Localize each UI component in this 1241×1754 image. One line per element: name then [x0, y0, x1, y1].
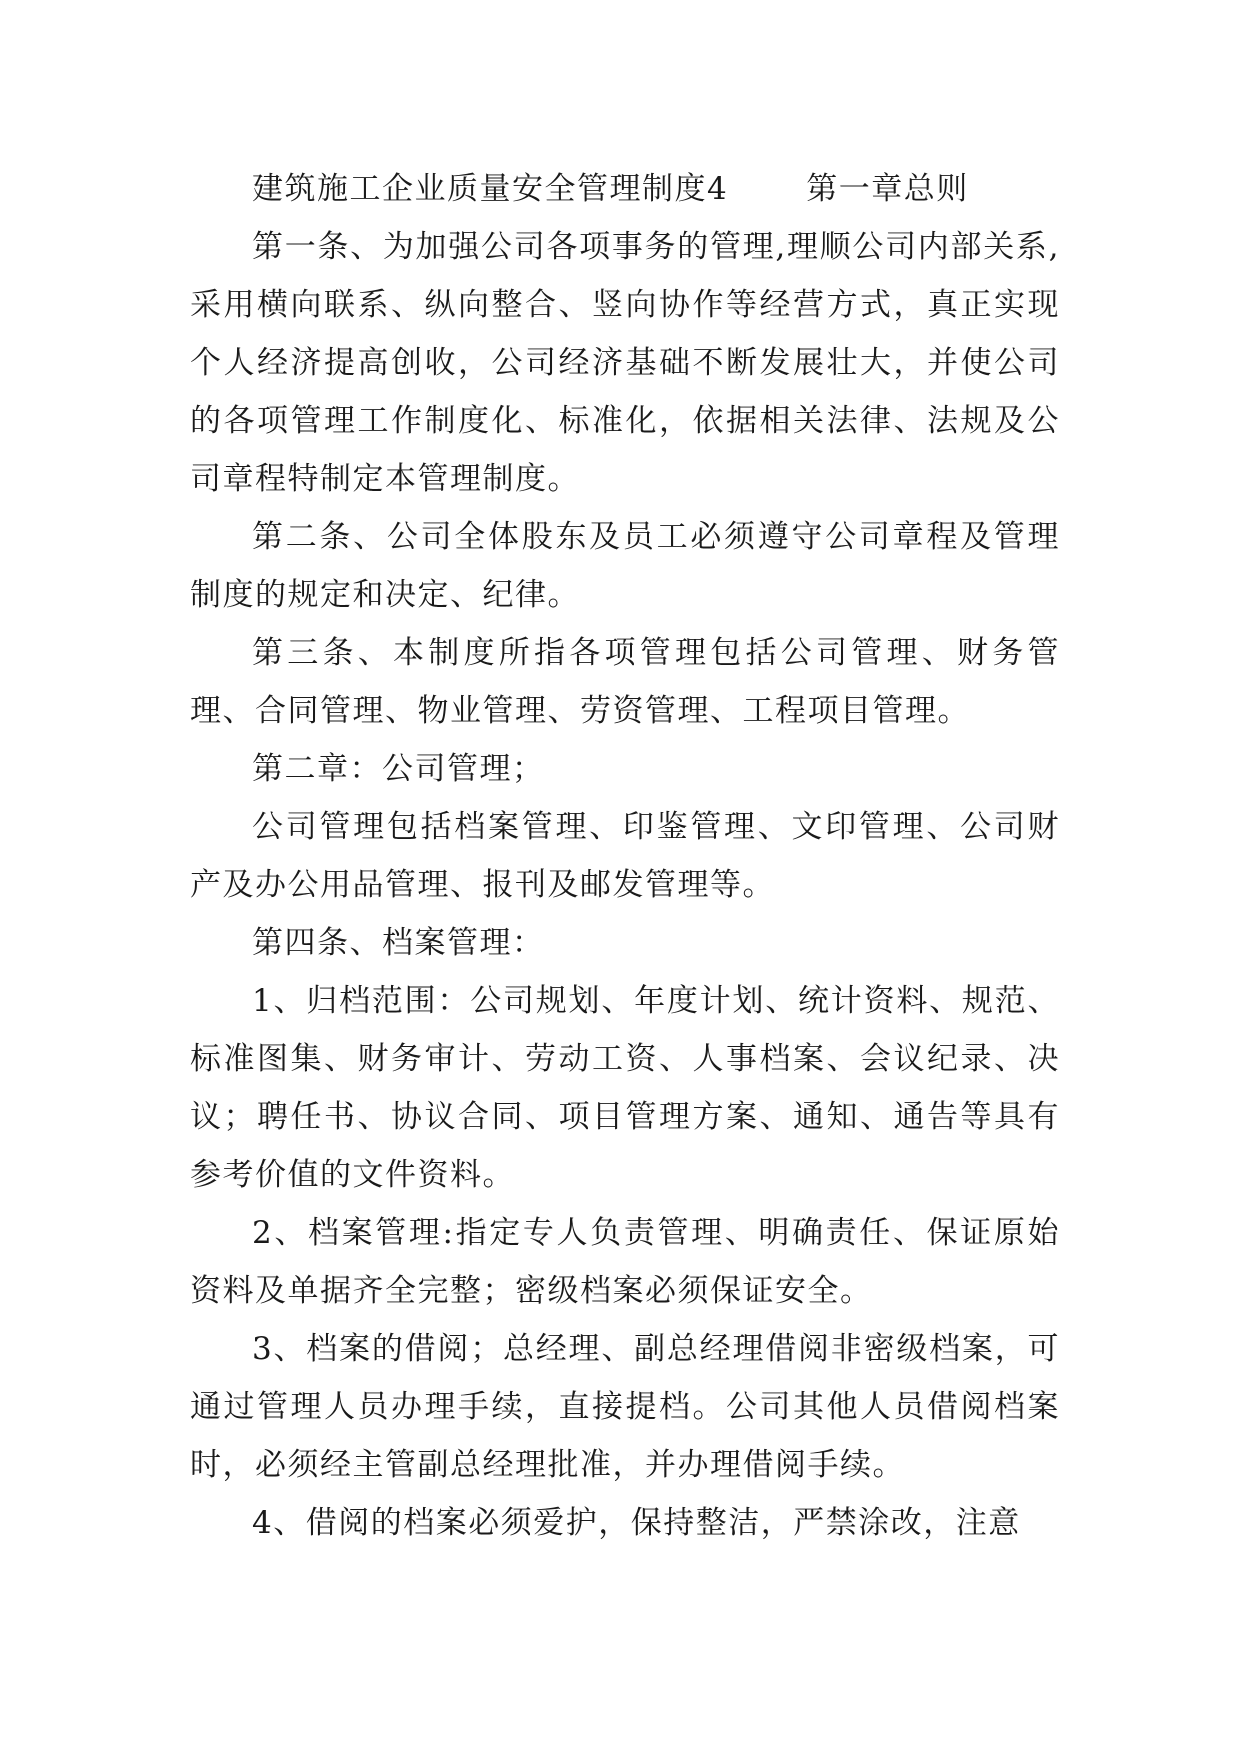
article-4-item-4: 4、借阅的档案必须爱护，保持整洁，严禁涂改，注意 [252, 1505, 1021, 1541]
article-1-paragraph: 第一条、为加强公司各项事务的管理,理顺公司内部关系,采用横向联系、纵向整合、竖向协作等经营方式，真正实现个人经济提高创收，公司经济基础不断发展壮大，并使公司的各项管理工作制度化、标准化，依据相关法律、法规及公司章程特制定本管理制度。 [190, 229, 1060, 497]
article-4-item-2: 2、档案管理:指定专人负责管理、明确责任、保证原始资料及单据齐全完整；密级档案必须保证安全。 [190, 1215, 1060, 1309]
document-title-line [190, 160, 1060, 218]
article-4-item-3: 3、档案的借阅；总经理、副总经理借阅非密级档案，可通过管理人员办理手续，直接提档。公司其他人员借阅档案时，必须经主管副总经理批准，并办理借阅手续。 [190, 1331, 1060, 1483]
article-2-paragraph: 第二条、公司全体股东及员工必须遵守公司章程及管理制度的规定和决定、纪律。 [190, 519, 1060, 613]
chapter-2-heading: 第二章：公司管理； [252, 751, 545, 787]
article-4-item-1: 1、归档范围：公司规划、年度计划、统计资料、规范、标准图集、财务审计、劳动工资、人事档案、会议纪录、决议；聘任书、协议合同、项目管理方案、通知、通告等具有参考价值的文件资料。 [190, 983, 1060, 1193]
chapter-heading: 第一章总则 [806, 171, 969, 207]
document-body [190, 160, 1060, 1552]
article-3-paragraph: 第三条、本制度所指各项管理包括公司管理、财务管理、合同管理、物业管理、劳资管理、工程项目管理。 [190, 635, 1060, 729]
document-title: 建筑施工企业质量安全管理制度4 [252, 171, 729, 207]
article-4-heading: 第四条、档案管理： [252, 925, 545, 961]
company-management-paragraph: 公司管理包括档案管理、印鉴管理、文印管理、公司财产及办公用品管理、报刊及邮发管理等。 [190, 809, 1060, 903]
